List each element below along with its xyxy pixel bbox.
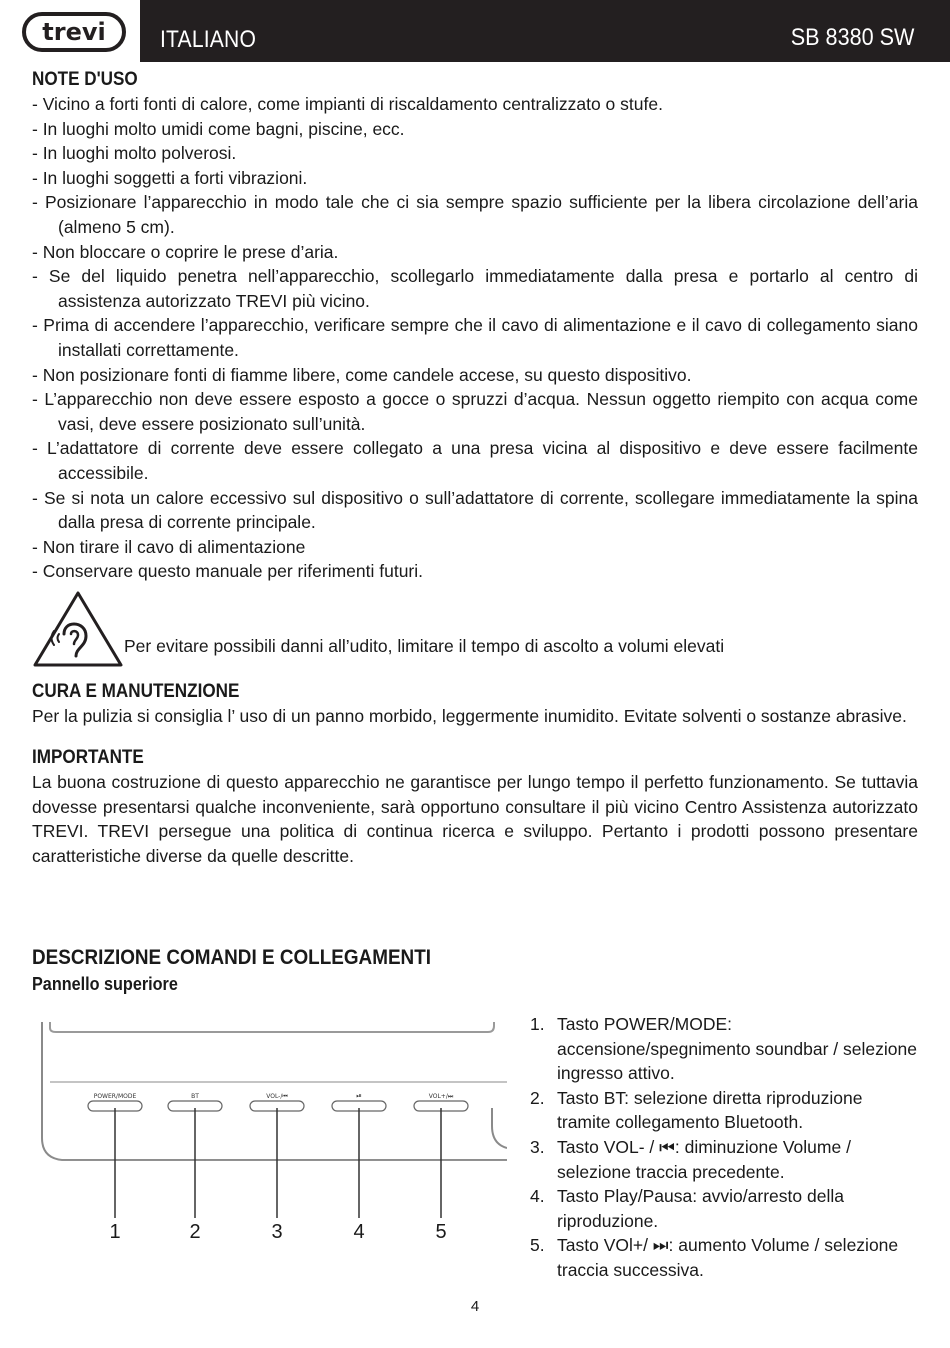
list-item: - Se del liquido penetra nell’apparecchio, scollegarlo immediatamente dalla presa e portarlo al centro di assistenza autorizzato TREVI più vicino. (32, 266, 918, 311)
top-panel-diagram (32, 1008, 507, 1248)
item-number: 4. (530, 1186, 545, 1207)
hearing-warning-text: Per evitare possibili danni all’udito, limitare il tempo di ascolto a volumi elevati (124, 636, 725, 656)
list-item: - In luoghi molto polverosi. (32, 143, 237, 164)
hearing-warning (32, 590, 918, 666)
item-text: Tasto Play/Pausa: avvio/arresto della riproduzione. (557, 1186, 844, 1231)
panel-label-vol-up: VOL+/⏭ (428, 1093, 454, 1100)
logo-container (0, 0, 140, 62)
model-label: SB 8380 SW (790, 24, 914, 51)
list-item (530, 1184, 918, 1233)
list-item (530, 1012, 918, 1086)
importante-text: La buona costruzione di questo apparecchio ne garantisce per lungo tempo il perfetto funzionamento. Se tuttavia dovesse presentarsi qualche inconveniente, sarà opportuno consultare il più vicino Centro Assistenza autorizzato TREVI. TREVI persegue una politica di continua ricerca e sviluppo. Pertanto i prodotti possono presentare caratteristiche diverse da quelle descritte. (32, 772, 918, 866)
callout-number: 3 (271, 1221, 283, 1243)
note-uso-list (32, 92, 918, 584)
importante-section (32, 746, 918, 868)
item-text: Tasto VOl+/ ⏭: aumento Volume / selezione traccia successiva. (557, 1235, 899, 1280)
list-item: - Vicino a forti fonti di calore, come impianti di riscaldamento centralizzato o stufe. (32, 94, 663, 114)
page-number: 4 (470, 1298, 480, 1315)
list-item: - L’adattatore di corrente deve essere collegato a una presa vicina al dispositivo e deve essere facilmente accessibile. (32, 438, 918, 483)
trevi-logo (22, 12, 126, 52)
list-item (530, 1135, 918, 1184)
list-item: - In luoghi molto umidi come bagni, piscine, ecc. (32, 118, 405, 139)
list-item: - Non bloccare o coprire le prese d’aria. (32, 241, 339, 262)
callout-number: 2 (189, 1221, 201, 1243)
list-item: - L’apparecchio non deve essere esposto a gocce o spruzzi d’acqua. Nessun oggetto riempito con acqua come vasi, deve essere posizionato sull’unità. (32, 389, 918, 434)
list-item: - Prima di accendere l’apparecchio, verificare sempre che il cavo di alimentazione e il cavo di collegamento siano installati correttamente. (32, 315, 918, 360)
list-item (530, 1233, 918, 1282)
hearing-warning-icon (32, 590, 124, 668)
importante-title: IMPORTANTE (32, 747, 144, 768)
language-label: ITALIANO (160, 26, 257, 53)
callout-number: 5 (435, 1221, 447, 1243)
header-bar (140, 0, 950, 62)
item-number: 1. (530, 1014, 545, 1034)
cura-title: CURA E MANUTENZIONE (32, 681, 240, 702)
list-item: - Non posizionare fonti di fiamme libere, come candele accese, su questo dispositivo. (32, 364, 692, 385)
panel-label-bt: BT (191, 1093, 199, 1100)
list-item: - Posizionare l’apparecchio in modo tale che ci sia sempre spazio sufficiente per la libera circolazione dell’aria (almeno 5 cm). (32, 192, 918, 237)
item-text: Tasto POWER/MODE: accensione/spegnimento soundbar / selezione ingresso attivo. (557, 1014, 917, 1084)
list-item: - Se si nota un calore eccessivo sul dispositivo o sull’adattatore di corrente, scollegare immediatamente la spina dalla presa di corrente principale. (32, 487, 918, 533)
item-text: Tasto BT: selezione diretta riproduzione tramite collegamento Bluetooth. (557, 1087, 863, 1133)
note-uso-title: NOTE D'USO (32, 69, 138, 90)
list-item: - Conservare questo manuale per riferimenti futuri. (32, 561, 424, 582)
callout-number: 1 (109, 1221, 121, 1243)
panel-label-power-mode: POWER/MODE (93, 1093, 137, 1100)
panel-label-play-pause: ⏯ (356, 1092, 362, 1100)
list-item: - In luoghi soggetti a forti vibrazioni. (32, 167, 308, 188)
page-header (0, 0, 950, 62)
descrizione-section (32, 946, 918, 996)
logo-text: trevi (42, 18, 106, 46)
note-uso-section (32, 68, 918, 584)
cura-text: Per la pulizia si consiglia l’ uso di un panno morbido, leggermente inumidito. Evitate solventi o sostanze abrasive. (32, 706, 907, 726)
item-number: 5. (530, 1235, 545, 1256)
item-number: 3. (530, 1136, 545, 1157)
controls-description-list (530, 1012, 918, 1283)
callout-number: 4 (353, 1221, 365, 1243)
descrizione-title: DESCRIZIONE COMANDI E COLLEGAMENTI (32, 946, 432, 969)
item-number: 2. (530, 1087, 545, 1108)
list-item (530, 1086, 918, 1135)
list-item: - Non tirare il cavo di alimentazione (32, 536, 306, 557)
top-panel-illustration (32, 1008, 507, 1248)
panel-label-vol-down: VOL-/⏮ (266, 1093, 288, 1100)
item-text: Tasto VOL- / ⏮: diminuzione Volume / selezione traccia precedente. (557, 1136, 851, 1182)
cura-section (32, 680, 918, 729)
descrizione-subtitle: Pannello superiore (32, 974, 178, 994)
